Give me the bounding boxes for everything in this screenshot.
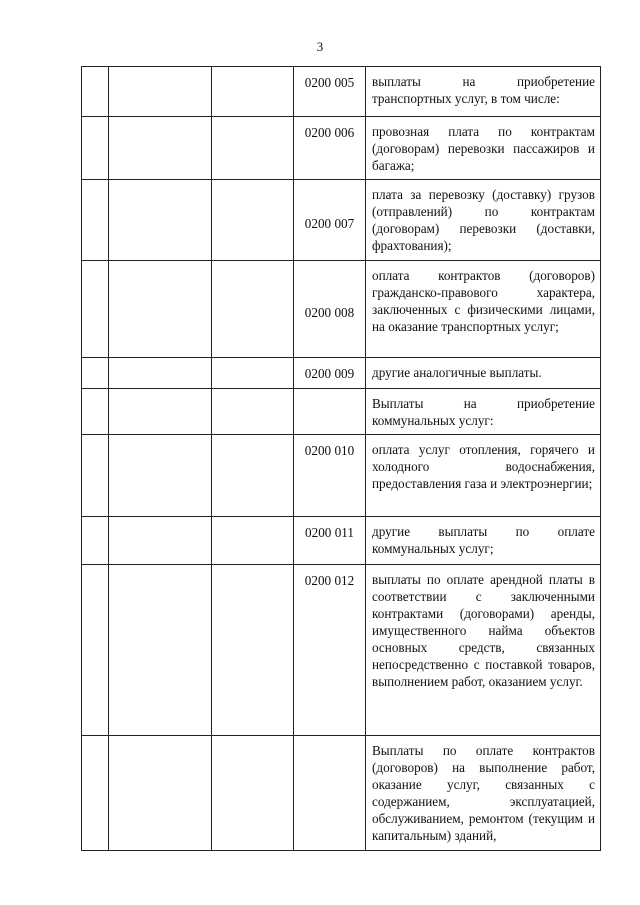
empty-cell <box>109 67 212 117</box>
empty-cell <box>109 736 212 851</box>
table-row <box>82 358 601 389</box>
row-text: другие выплаты по оплате коммунальных услуг; <box>366 517 601 565</box>
empty-cell <box>212 261 294 358</box>
empty-cell <box>109 517 212 565</box>
row-code: 0200 010 <box>294 435 366 517</box>
row-code: 0200 008 <box>294 261 366 358</box>
empty-cell <box>82 261 109 358</box>
page-number: 3 <box>316 39 324 54</box>
table-row <box>82 117 601 180</box>
empty-cell <box>212 435 294 517</box>
empty-cell <box>109 565 212 736</box>
table-row <box>82 517 601 565</box>
empty-cell <box>82 117 109 180</box>
empty-cell <box>212 180 294 261</box>
row-text: Выплаты на приобретение коммунальных услуг: <box>366 389 601 435</box>
table-row <box>82 67 601 117</box>
row-text: Выплаты по оплате контрактов (договоров) на выполнение работ, оказание услуг, связанных с содержанием, эксплуатацией, обслуживанием, ремонтом (текущим и капитальным) зданий, <box>366 736 601 851</box>
row-text: оплата контрактов (договоров) гражданско-правового характера, заключенных с физическими лицами, на оказание транспортных услуг; <box>366 261 601 358</box>
row-code: 0200 011 <box>294 517 366 565</box>
table-row <box>82 180 601 261</box>
empty-cell <box>212 517 294 565</box>
row-text: оплата услуг отопления, горячего и холодного водоснабжения, предоставления газа и электроэнергии; <box>366 435 601 517</box>
empty-cell <box>109 261 212 358</box>
row-code: 0200 006 <box>294 117 366 180</box>
empty-cell <box>212 67 294 117</box>
empty-cell <box>109 358 212 389</box>
empty-cell <box>82 180 109 261</box>
empty-cell <box>109 389 212 435</box>
row-text: плата за перевозку (доставку) грузов (отправлений) по контрактам (договорам) перевозки (доставки, фрахтования); <box>366 180 601 261</box>
table-row <box>82 389 601 435</box>
empty-cell <box>82 736 109 851</box>
empty-cell <box>109 117 212 180</box>
empty-cell <box>212 358 294 389</box>
row-text: выплаты на приобретение транспортных услуг, в том числе: <box>366 67 601 117</box>
table-row <box>82 261 601 358</box>
row-code <box>294 389 366 435</box>
table-row <box>82 565 601 736</box>
row-code: 0200 007 <box>294 180 366 261</box>
empty-cell <box>82 435 109 517</box>
row-code <box>294 736 366 851</box>
row-code: 0200 012 <box>294 565 366 736</box>
empty-cell <box>82 358 109 389</box>
empty-cell <box>109 435 212 517</box>
empty-cell <box>82 565 109 736</box>
empty-cell <box>212 565 294 736</box>
row-text: другие аналогичные выплаты. <box>366 358 601 389</box>
row-code: 0200 009 <box>294 358 366 389</box>
table-row <box>82 736 601 851</box>
empty-cell <box>82 389 109 435</box>
empty-cell <box>212 117 294 180</box>
row-text: провозная плата по контрактам (договорам) перевозки пассажиров и багажа; <box>366 117 601 180</box>
row-text: выплаты по оплате арендной платы в соответствии с заключенными контрактами (договорами) аренды, имущественного найма объектов основных средств, связанных непосредственно с поставкой товаров, выполнением работ, оказанием услуг. <box>366 565 601 736</box>
empty-cell <box>212 736 294 851</box>
empty-cell <box>109 180 212 261</box>
row-code: 0200 005 <box>294 67 366 117</box>
empty-cell <box>82 67 109 117</box>
empty-cell <box>212 389 294 435</box>
budget-codes-table <box>81 66 601 851</box>
empty-cell <box>82 517 109 565</box>
table-row <box>82 435 601 517</box>
